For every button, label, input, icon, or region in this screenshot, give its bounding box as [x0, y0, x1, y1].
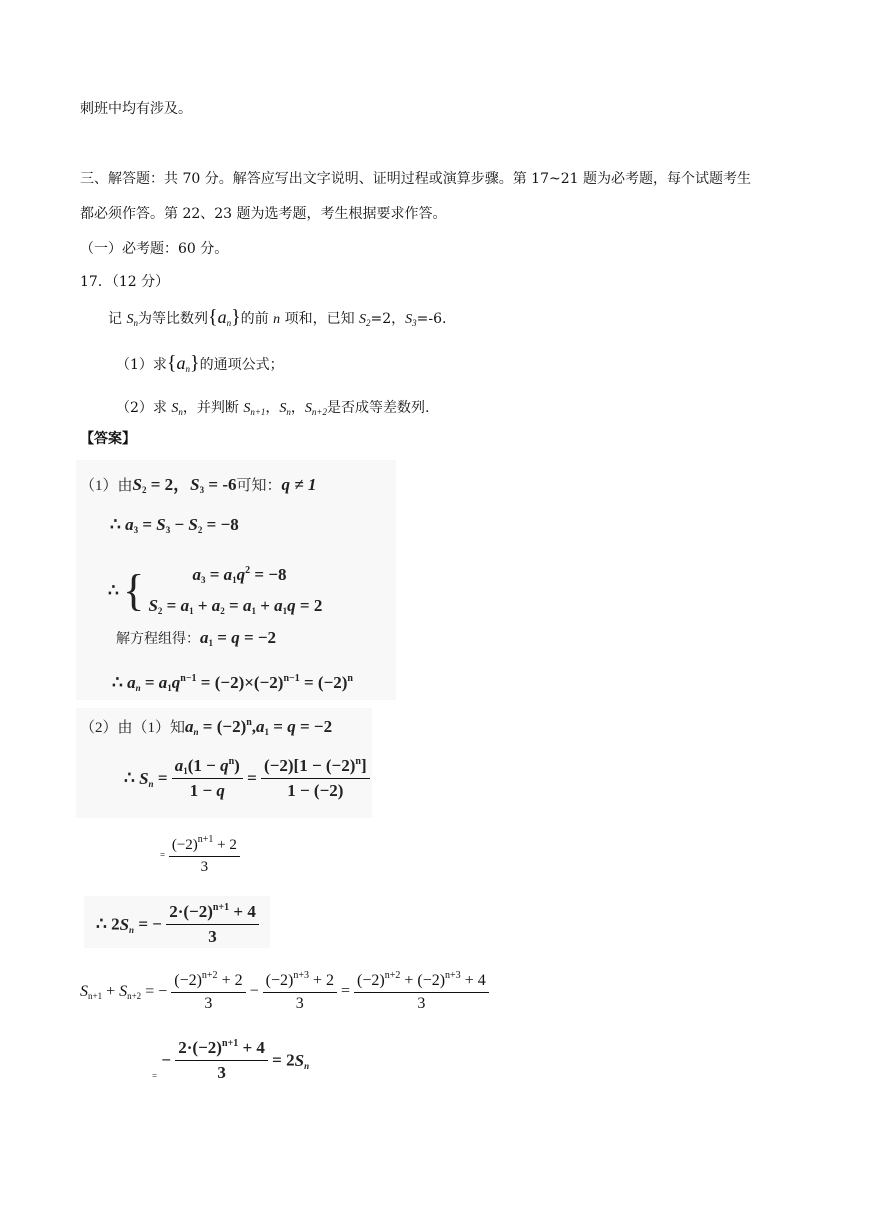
- sol-final: $_=$ − $\frac{2\cdot(-2)^{n+1} + 4}{3}$ = $2S_n$: [152, 1038, 310, 1082]
- intro-tail: 刺班中均有涉及。: [80, 101, 192, 117]
- sol-p1-cond: 可知：: [236, 478, 282, 494]
- math-sn1-q2: $S_{n+1}$: [243, 401, 266, 417]
- sol-p2-line1: （2）由（1）知$a_n = (-2)^n,a_1 = q = -2$: [80, 717, 333, 737]
- sol-sn-simplified: = $\frac{(-2)^{n+1} + 2}{3}$: [160, 834, 240, 876]
- math-s2: $S_2$: [359, 312, 371, 328]
- sol-p1-intro: （1）由: [80, 478, 133, 494]
- problem-mid1: 为等比数列: [137, 311, 208, 327]
- math-sn2-q2: $S_{n+2}$: [304, 401, 327, 417]
- problem-mid3: 项和，已知: [284, 311, 355, 327]
- math-n: n: [273, 312, 281, 327]
- sol-system: ∴ { $a_3 = a_1q^2 = -8$ $S_2 = a_1 + a_2 = a_1 + a_1q = 2$: [108, 565, 323, 616]
- sol-sum-formula: $S_{n+1} + S_{n+2}$ = − $\frac{(-2)^{n+2} + 2}{3}$ − $\frac{(-2)^{n+3} + 2}{3}$ = $\frac{(-2)^{n+2} + (-2)^{n+3} + 4}{3}$: [80, 970, 489, 1013]
- q2-suffix: 是否成等差数列.: [326, 400, 430, 416]
- q2-mid: ，并判断: [182, 400, 239, 416]
- sol-given-s2: = 2，: [150, 475, 191, 494]
- problem-mid2: 的前: [240, 311, 269, 327]
- answer-label: 【答案】: [80, 431, 136, 447]
- question-2: （2）求 $S_n$，并判断 $S_{n+1}$，$S_n$，$S_{n+2}$是否成等差数列.: [116, 400, 430, 417]
- sol-line2: ∴ $a_3 = S_3 - S_2 = -8$: [110, 515, 239, 535]
- problem-statement: [108, 308, 447, 332]
- problem-prefix: 记: [108, 311, 122, 327]
- math-s-n: $S_n$: [126, 312, 138, 328]
- math-sn-q2b: $S_n$: [279, 401, 291, 417]
- section3-line1: 三、解答题：共 70 分。解答应写出文字说明、证明过程或演算步骤。第 17~21 题为必考题，每个试题考生: [80, 171, 751, 187]
- problem-given2: =-6.: [416, 311, 447, 327]
- sol-p2-intro: （2）由（1）知: [80, 720, 186, 736]
- q2-prefix: （2）求: [116, 400, 167, 416]
- q1-suffix: 的通项公式；: [199, 357, 284, 373]
- q1-prefix: （1）求: [116, 357, 167, 373]
- problem-header: 17．（12 分）: [80, 274, 170, 290]
- math-s3: $S_3$: [405, 312, 417, 328]
- sol-given-s3: = -6: [208, 475, 237, 494]
- sol-q-ne-1: q ≠ 1: [281, 475, 317, 494]
- math-sn-q2: $S_n$: [171, 401, 183, 417]
- question-1: [116, 354, 284, 378]
- sol-sn-formula: ∴ $S_n$ = $\frac{a_1(1 - q^n)}{1 - q}$ = $\frac{(-2)[1 - (-2)^n]}{1 - (-2)}$: [124, 756, 370, 801]
- problem-given1: =2，: [370, 311, 406, 327]
- section3-line2: 都必须作答。第 22、23 题为选考题，考生根据要求作答。: [80, 206, 447, 222]
- math-seq-an: $\{a_n\}$: [207, 306, 241, 328]
- sol-solve-text: 解方程组得：: [116, 632, 200, 647]
- required-header: （一）必考题：60 分。: [80, 241, 229, 257]
- sol-solve: 解方程组得：$a_1 = q = -2$: [116, 628, 277, 648]
- sol-2sn: ∴ $2S_n$ = − $\frac{2\cdot(-2)^{n+1} + 4}{3}$: [96, 902, 259, 947]
- sol-line1: （1）由$S_2 = 2$，$S_3 = -6$可知：q ≠ 1: [80, 475, 317, 495]
- sol-p2-sep: ,: [251, 717, 257, 736]
- math-seq-an-q1: $\{a_n\}$: [166, 352, 200, 374]
- sol-an-formula: ∴ $a_n = a_1q^{n-1} = (-2)\times(-2)^{n-1} = (-2)^n$: [112, 673, 353, 693]
